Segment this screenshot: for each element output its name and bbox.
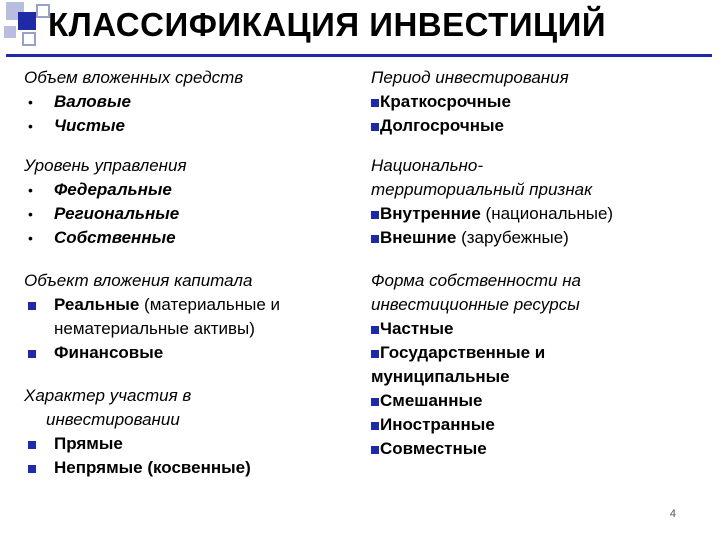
section-volume — [24, 66, 354, 138]
list-item: Финансовые — [24, 341, 354, 365]
list-item: Реальные (материальные и нематериальные активы) — [24, 293, 354, 341]
decor-square — [18, 12, 36, 30]
section-heading: Период инвестирования — [371, 68, 569, 87]
square-bullet-icon — [371, 446, 379, 454]
bullet-dot-icon: • — [28, 230, 33, 246]
section-heading: Форма собственности на инвестиционные ресурсы — [371, 271, 582, 314]
title-underline — [6, 54, 712, 57]
list-item: Внутренние (национальные) — [371, 202, 701, 226]
square-bullet-icon — [371, 211, 379, 219]
bullet-dot-icon: • — [28, 206, 33, 222]
section-capital-object — [24, 269, 354, 365]
square-bullet-icon — [371, 350, 379, 358]
list-item: Прямые — [24, 432, 354, 456]
section-participation — [24, 384, 354, 480]
square-bullet-icon — [28, 350, 36, 358]
list-item: • Собственные — [24, 226, 354, 250]
list-item: • Региональные — [24, 202, 354, 226]
bullet-dot-icon: • — [28, 182, 33, 198]
section-heading: Уровень управления — [24, 156, 187, 175]
section-heading: Объект вложения капитала — [24, 271, 253, 290]
section-territorial — [371, 154, 701, 250]
square-bullet-icon — [28, 465, 36, 473]
list-item: Непрямые (косвенные) — [24, 456, 354, 480]
page-number: 4 — [669, 508, 676, 520]
list-item: Частные — [371, 317, 701, 341]
list-item: • Федеральные — [24, 178, 354, 202]
square-bullet-icon — [371, 398, 379, 406]
list-item: Внешние (зарубежные) — [371, 226, 701, 250]
square-bullet-icon — [28, 302, 36, 310]
left-column — [24, 66, 354, 480]
square-bullet-icon — [28, 441, 36, 449]
section-heading: Объем вложенных средств — [24, 68, 244, 87]
decor-square — [22, 32, 36, 46]
right-column — [371, 66, 701, 461]
section-period — [371, 66, 701, 138]
section-ownership — [371, 269, 701, 461]
list-item: Долгосрочные — [371, 114, 701, 138]
list-item: Смешанные — [371, 389, 701, 413]
bullet-dot-icon: • — [28, 94, 33, 110]
section-heading: Национально- территориальный признак — [371, 156, 593, 199]
list-item: Иностранные — [371, 413, 701, 437]
square-bullet-icon — [371, 235, 379, 243]
square-bullet-icon — [371, 422, 379, 430]
list-item: • Валовые — [24, 90, 354, 114]
square-bullet-icon — [371, 99, 379, 107]
decor-square — [4, 26, 16, 38]
square-bullet-icon — [371, 326, 379, 334]
bullet-dot-icon: • — [28, 118, 33, 134]
page-title: КЛАССИФИКАЦИЯ ИНВЕСТИЦИЙ — [48, 6, 607, 43]
square-bullet-icon — [371, 123, 379, 131]
list-item: Краткосрочные — [371, 90, 701, 114]
list-item-continuation: муниципальные — [371, 367, 510, 386]
list-item: Государственные и — [371, 341, 701, 365]
section-management — [24, 154, 354, 250]
list-item: Совместные — [371, 437, 701, 461]
list-item: • Чистые — [24, 114, 354, 138]
section-heading: Характер участия в инвестировании — [24, 386, 192, 429]
